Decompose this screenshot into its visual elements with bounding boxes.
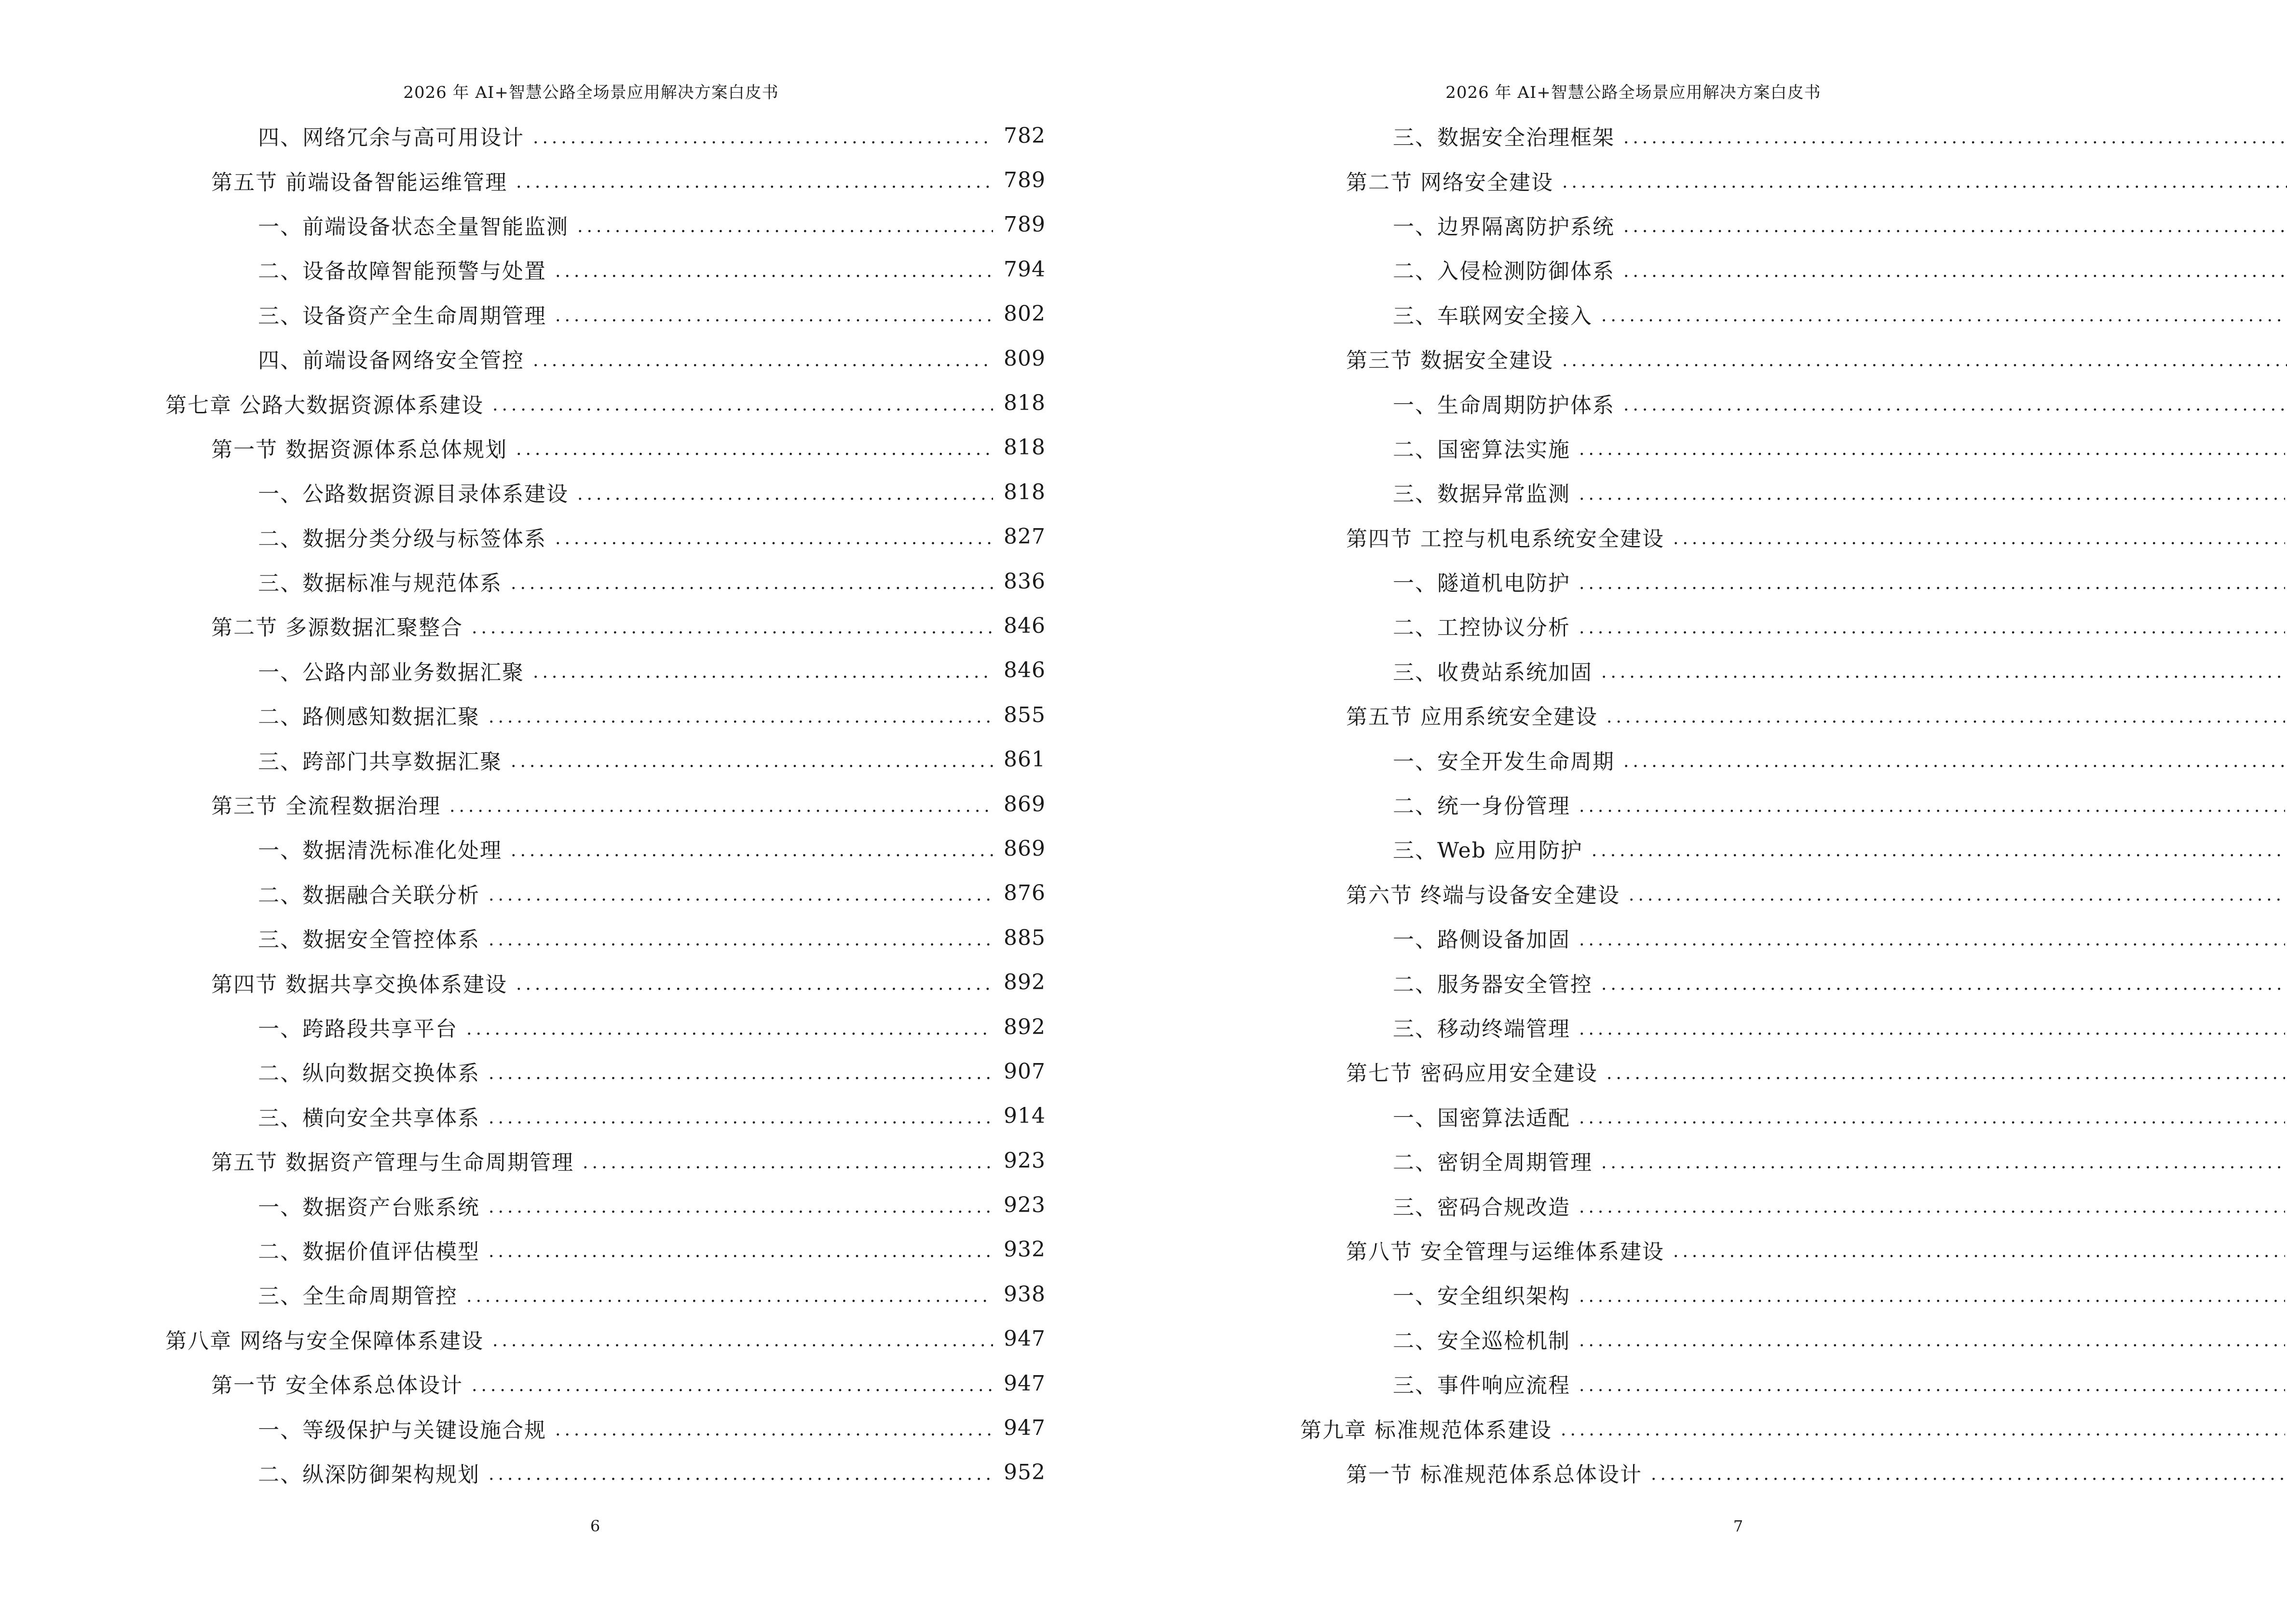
toc-entry-item[interactable] [1300,1138,2287,1183]
toc-entry-section[interactable] [165,782,1046,826]
toc-entry-title: 二、入侵检测防御体系 [1393,259,1615,284]
dot-leader [1579,1376,2285,1395]
dot-leader [533,662,993,682]
toc-entry-section[interactable] [1300,158,2287,202]
toc-entry-title: 二、纵深防御架构规划 [258,1462,480,1487]
dot-leader [472,1376,993,1395]
dot-leader [533,128,993,148]
toc-entry-title: 三、数据安全治理框架 [1393,125,1615,150]
toc-entry-title: 一、国密算法适配 [1393,1105,1570,1131]
toc-entry-item[interactable] [165,1228,1046,1272]
dot-leader [1673,1242,2285,1261]
toc-entry-item[interactable] [165,1183,1046,1227]
toc-entry-title: 三、设备资产全生命周期管理 [258,303,546,328]
dot-leader [1579,618,2285,638]
toc-entry-page-number: 789 [1004,212,1046,237]
toc-entry-page-number: 869 [1004,792,1046,817]
dot-leader [1579,930,2285,950]
toc-entry-title: 三、全生命周期管控 [258,1284,458,1309]
toc-entry-item[interactable] [1300,381,2287,425]
toc-entry-section[interactable] [1300,871,2287,915]
dot-leader [1623,128,2287,148]
toc-entry-item[interactable] [165,336,1046,381]
toc-entry-section[interactable] [165,603,1046,648]
toc-entry-item[interactable] [1300,826,2287,871]
toc-entry-page-number: 827 [1004,524,1046,549]
dot-leader [1579,1019,2285,1039]
dot-leader [555,306,993,326]
toc-entry-title: 三、数据异常监测 [1393,482,1570,507]
dot-leader [1623,217,2287,236]
running-header: 2026 年 AI+智慧公路全场景应用解决方案白皮书 [403,83,779,102]
toc-entry-item[interactable] [165,1094,1046,1138]
dot-leader [511,841,993,860]
toc-entry-title: 二、纵向数据交换体系 [258,1061,480,1086]
dot-leader [1592,841,2285,860]
toc-entry-title: 第三节 数据安全建设 [1346,348,1553,373]
dot-leader [1579,573,2285,593]
toc-entry-title: 一、跨路段共享平台 [258,1017,458,1041]
toc-entry-item[interactable] [165,693,1046,737]
dot-leader [1579,439,2285,459]
toc-entry-item[interactable] [1300,1361,2287,1406]
toc-entry-page-number: 794 [1004,257,1046,282]
toc-entry-section[interactable] [1300,515,2287,559]
toc-entry-chapter[interactable] [165,381,1046,425]
dot-leader [583,1153,993,1173]
toc-entry-title: 一、边界隔离防护系统 [1393,214,1615,239]
toc-entry-item[interactable] [165,247,1046,291]
toc-entry-item[interactable] [1300,1094,2287,1138]
toc-entry-title: 第二节 网络安全建设 [1346,170,1553,195]
toc-entry-title: 第五节 前端设备智能运维管理 [211,170,507,195]
toc-entry-title: 第五节 应用系统安全建设 [1346,705,1598,730]
toc-entry-item[interactable] [165,1272,1046,1316]
toc-entry-item[interactable] [165,113,1046,158]
toc-entry-title: 第一节 标准规范体系总体设计 [1346,1462,1642,1487]
toc-entry-title: 三、收费站系统加固 [1393,660,1593,685]
toc-entry-item[interactable] [165,203,1046,247]
dot-leader [466,1019,993,1039]
dot-leader [1651,1464,2285,1484]
toc-entry-title: 二、服务器安全管控 [1393,972,1593,997]
dot-leader [516,172,993,192]
toc-entry-page-number: 809 [1004,346,1046,371]
toc-entry-title: 二、数据融合关联分析 [258,883,480,908]
toc-entry-title: 三、Web 应用防护 [1393,838,1583,863]
toc-entry-page-number: 923 [1004,1193,1046,1218]
toc-entry-page-number: 802 [1004,301,1046,327]
toc-entry-section[interactable] [165,960,1046,1004]
dot-leader [555,1420,993,1440]
toc-entry-item[interactable] [165,871,1046,915]
toc-entry-title: 第二节 多源数据汇聚整合 [211,615,463,641]
dot-leader [1561,1420,2285,1440]
toc-entry-title: 一、前端设备状态全量智能监测 [258,214,569,239]
dot-leader [472,618,993,638]
toc-entry-item[interactable] [165,1450,1046,1495]
toc-entry-page-number: 818 [1004,479,1046,505]
toc-entry-item[interactable] [165,737,1046,781]
toc-entry-item[interactable] [1300,782,2287,826]
dot-leader [492,1331,993,1351]
dot-leader [1629,885,2285,905]
toc-entry-page-number: 907 [1004,1059,1046,1084]
toc-entry-title: 一、等级保护与关键设施合规 [258,1418,546,1443]
toc-entry-title: 三、数据标准与规范体系 [258,571,502,596]
toc-entry-item[interactable] [1300,559,2287,603]
toc-entry-page-number: 885 [1004,925,1046,950]
dot-leader [1579,1286,2285,1306]
toc-entry-title: 第五节 数据资产管理与生命周期管理 [211,1150,574,1175]
toc-entry-title: 三、跨部门共享数据汇聚 [258,749,502,774]
toc-entry-title: 一、隧道机电防护 [1393,571,1570,596]
toc-entry-section[interactable] [1300,336,2287,381]
toc-entry-title: 二、国密算法实施 [1393,437,1570,462]
toc-entry-title: 三、移动终端管理 [1393,1017,1570,1041]
toc-entry-title: 一、公路内部业务数据汇聚 [258,660,524,685]
dot-leader [511,573,993,593]
toc-entry-title: 第七章 公路大数据资源体系建设 [165,393,484,418]
dot-leader [1579,796,2285,816]
toc-entry-page-number: 947 [1004,1326,1046,1351]
toc-entry-title: 二、统一身份管理 [1393,794,1570,819]
toc-entry-chapter[interactable] [1300,1406,2287,1450]
dot-leader [555,261,993,281]
toc-entry-page-number: 947 [1004,1371,1046,1396]
toc-entry-item[interactable] [1300,113,2287,158]
toc-entry-title: 二、设备故障智能预警与处置 [258,259,546,284]
dot-leader [466,1286,993,1306]
toc-entry-title: 二、安全巡检机制 [1393,1328,1570,1353]
toc-entry-page-number: 836 [1004,569,1046,594]
toc-entry-title: 一、安全开发生命周期 [1393,749,1615,774]
toc-entry-page-number: 914 [1004,1104,1046,1129]
dot-leader [1606,707,2285,727]
toc-entry-item[interactable] [1300,292,2287,336]
toc-entry-item[interactable] [1300,470,2287,514]
toc-entry-title: 一、数据清洗标准化处理 [258,838,502,863]
toc-entry-title: 二、密钥全周期管理 [1393,1150,1593,1175]
toc-entry-page-number: 892 [1004,970,1046,995]
toc-entry-title: 一、路侧设备加固 [1393,928,1570,953]
toc-entry-item[interactable] [165,470,1046,514]
toc-entry-page-number: 846 [1004,658,1046,683]
toc-entry-title: 第三节 全流程数据治理 [211,794,441,819]
dot-leader [489,707,993,727]
dot-leader [1601,974,2285,994]
toc-entry-section[interactable] [165,1138,1046,1183]
toc-entry-item[interactable] [165,915,1046,960]
dot-leader [489,1064,993,1083]
toc-entry-title: 二、路侧感知数据汇聚 [258,705,480,730]
toc-entry-item[interactable] [1300,603,2287,648]
right-page [1144,0,2287,1624]
toc-entry-title: 一、数据资产台账系统 [258,1195,480,1220]
dot-leader [577,484,993,504]
toc-entry-section[interactable] [1300,693,2287,737]
dot-leader [1562,172,2287,192]
toc-entry-item[interactable] [1300,648,2287,693]
toc-entry-item[interactable] [165,1406,1046,1450]
toc-entry-item[interactable] [1300,915,2287,960]
toc-entry-page-number: 938 [1004,1282,1046,1307]
toc-entry-item[interactable] [1300,1317,2287,1361]
toc-entry-title: 第六节 终端与设备安全建设 [1346,883,1620,908]
toc-entry-title: 四、网络冗余与高可用设计 [258,125,524,150]
dot-leader [1623,261,2287,281]
toc-entry-page-number: 855 [1004,702,1046,727]
dot-leader [1601,662,2285,682]
toc-entry-item[interactable] [165,559,1046,603]
toc-entry-title: 三、数据安全管控体系 [258,928,480,953]
dot-leader [1579,484,2285,504]
toc-entry-item[interactable] [1300,203,2287,247]
toc-entry-title: 第四节 数据共享交换体系建设 [211,972,507,997]
toc-entry-item[interactable] [1300,1005,2287,1049]
page-number: 6 [590,1517,600,1535]
page-number: 7 [1733,1517,1743,1535]
toc-entry-title: 第九章 标准规范体系建设 [1300,1418,1552,1443]
dot-leader [1601,306,2287,326]
toc-entry-title: 一、生命周期防护体系 [1393,393,1615,418]
dot-leader [489,1464,993,1484]
toc-entry-item[interactable] [165,648,1046,693]
toc-entry-title: 第八章 网络与安全保障体系建设 [165,1328,484,1353]
toc-list [1300,113,2287,1495]
toc-entry-title: 三、车联网安全接入 [1393,303,1593,328]
dot-leader [1579,1108,2285,1128]
toc-entry-section[interactable] [165,425,1046,470]
toc-entry-title: 第四节 工控与机电系统安全建设 [1346,526,1664,551]
dot-leader [1579,1331,2285,1351]
toc-entry-section[interactable] [1300,1228,2287,1272]
toc-entry-section[interactable] [165,1361,1046,1406]
dot-leader [1562,351,2287,370]
toc-entry-title: 二、数据价值评估模型 [258,1239,480,1264]
toc-entry-item[interactable] [165,515,1046,559]
toc-entry-page-number: 789 [1004,168,1046,193]
toc-entry-item[interactable] [165,1005,1046,1049]
toc-entry-title: 三、事件响应流程 [1393,1373,1570,1398]
toc-entry-title: 三、横向安全共享体系 [258,1105,480,1131]
toc-entry-item[interactable] [1300,247,2287,291]
toc-entry-title: 二、数据分类分级与标签体系 [258,526,546,551]
dot-leader [449,796,993,816]
toc-entry-page-number: 818 [1004,435,1046,460]
dot-leader [1623,751,2285,771]
dot-leader [1623,395,2287,415]
toc-entry-title: 三、密码合规改造 [1393,1195,1570,1220]
toc-list [165,113,1046,1495]
toc-entry-item[interactable] [1300,1272,2287,1316]
dot-leader [489,1197,993,1217]
toc-entry-title: 第一节 数据资源体系总体规划 [211,437,507,462]
dot-leader [555,529,993,548]
toc-entry-chapter[interactable] [165,1317,1046,1361]
toc-entry-page-number: 876 [1004,881,1046,906]
toc-entry-page-number: 892 [1004,1014,1046,1039]
dot-leader [489,885,993,905]
toc-entry-section[interactable] [1300,1049,2287,1093]
toc-entry-page-number: 846 [1004,613,1046,638]
toc-entry-section[interactable] [165,158,1046,202]
toc-entry-item[interactable] [165,1049,1046,1093]
dot-leader [489,930,993,950]
dot-leader [516,974,993,994]
dot-leader [489,1242,993,1261]
toc-entry-title: 一、安全组织架构 [1393,1284,1570,1309]
toc-entry-page-number: 947 [1004,1416,1046,1441]
toc-entry-item[interactable] [1300,960,2287,1004]
toc-entry-page-number: 932 [1004,1237,1046,1262]
toc-entry-item[interactable] [1300,425,2287,470]
toc-entry-item[interactable] [1300,737,2287,781]
toc-entry-title: 二、工控协议分析 [1393,615,1570,641]
toc-entry-page-number: 952 [1004,1460,1046,1485]
toc-entry-title: 第七节 密码应用安全建设 [1346,1061,1598,1086]
toc-entry-page-number: 861 [1004,747,1046,772]
dot-leader [492,395,993,415]
toc-entry-title: 第八节 安全管理与运维体系建设 [1346,1239,1664,1264]
toc-entry-page-number: 923 [1004,1148,1046,1173]
toc-entry-item[interactable] [1300,1183,2287,1227]
toc-entry-section[interactable] [1300,1450,2287,1495]
toc-entry-page-number: 818 [1004,391,1046,416]
dot-leader [1601,1153,2285,1173]
toc-entry-item[interactable] [165,826,1046,871]
toc-entry-page-number: 782 [1004,123,1046,148]
running-header: 2026 年 AI+智慧公路全场景应用解决方案白皮书 [1445,83,1821,102]
dot-leader [511,751,993,771]
toc-entry-item[interactable] [165,292,1046,336]
dot-leader [1673,529,2285,548]
dot-leader [516,439,993,459]
toc-entry-title: 第一节 安全体系总体设计 [211,1373,463,1398]
toc-entry-page-number: 869 [1004,836,1046,861]
dot-leader [1579,1197,2285,1217]
dot-leader [533,351,993,370]
dot-leader [1606,1064,2285,1083]
toc-entry-title: 四、前端设备网络安全管控 [258,348,524,373]
dot-leader [489,1108,993,1128]
dot-leader [577,217,993,236]
toc-entry-title: 一、公路数据资源目录体系建设 [258,482,569,507]
